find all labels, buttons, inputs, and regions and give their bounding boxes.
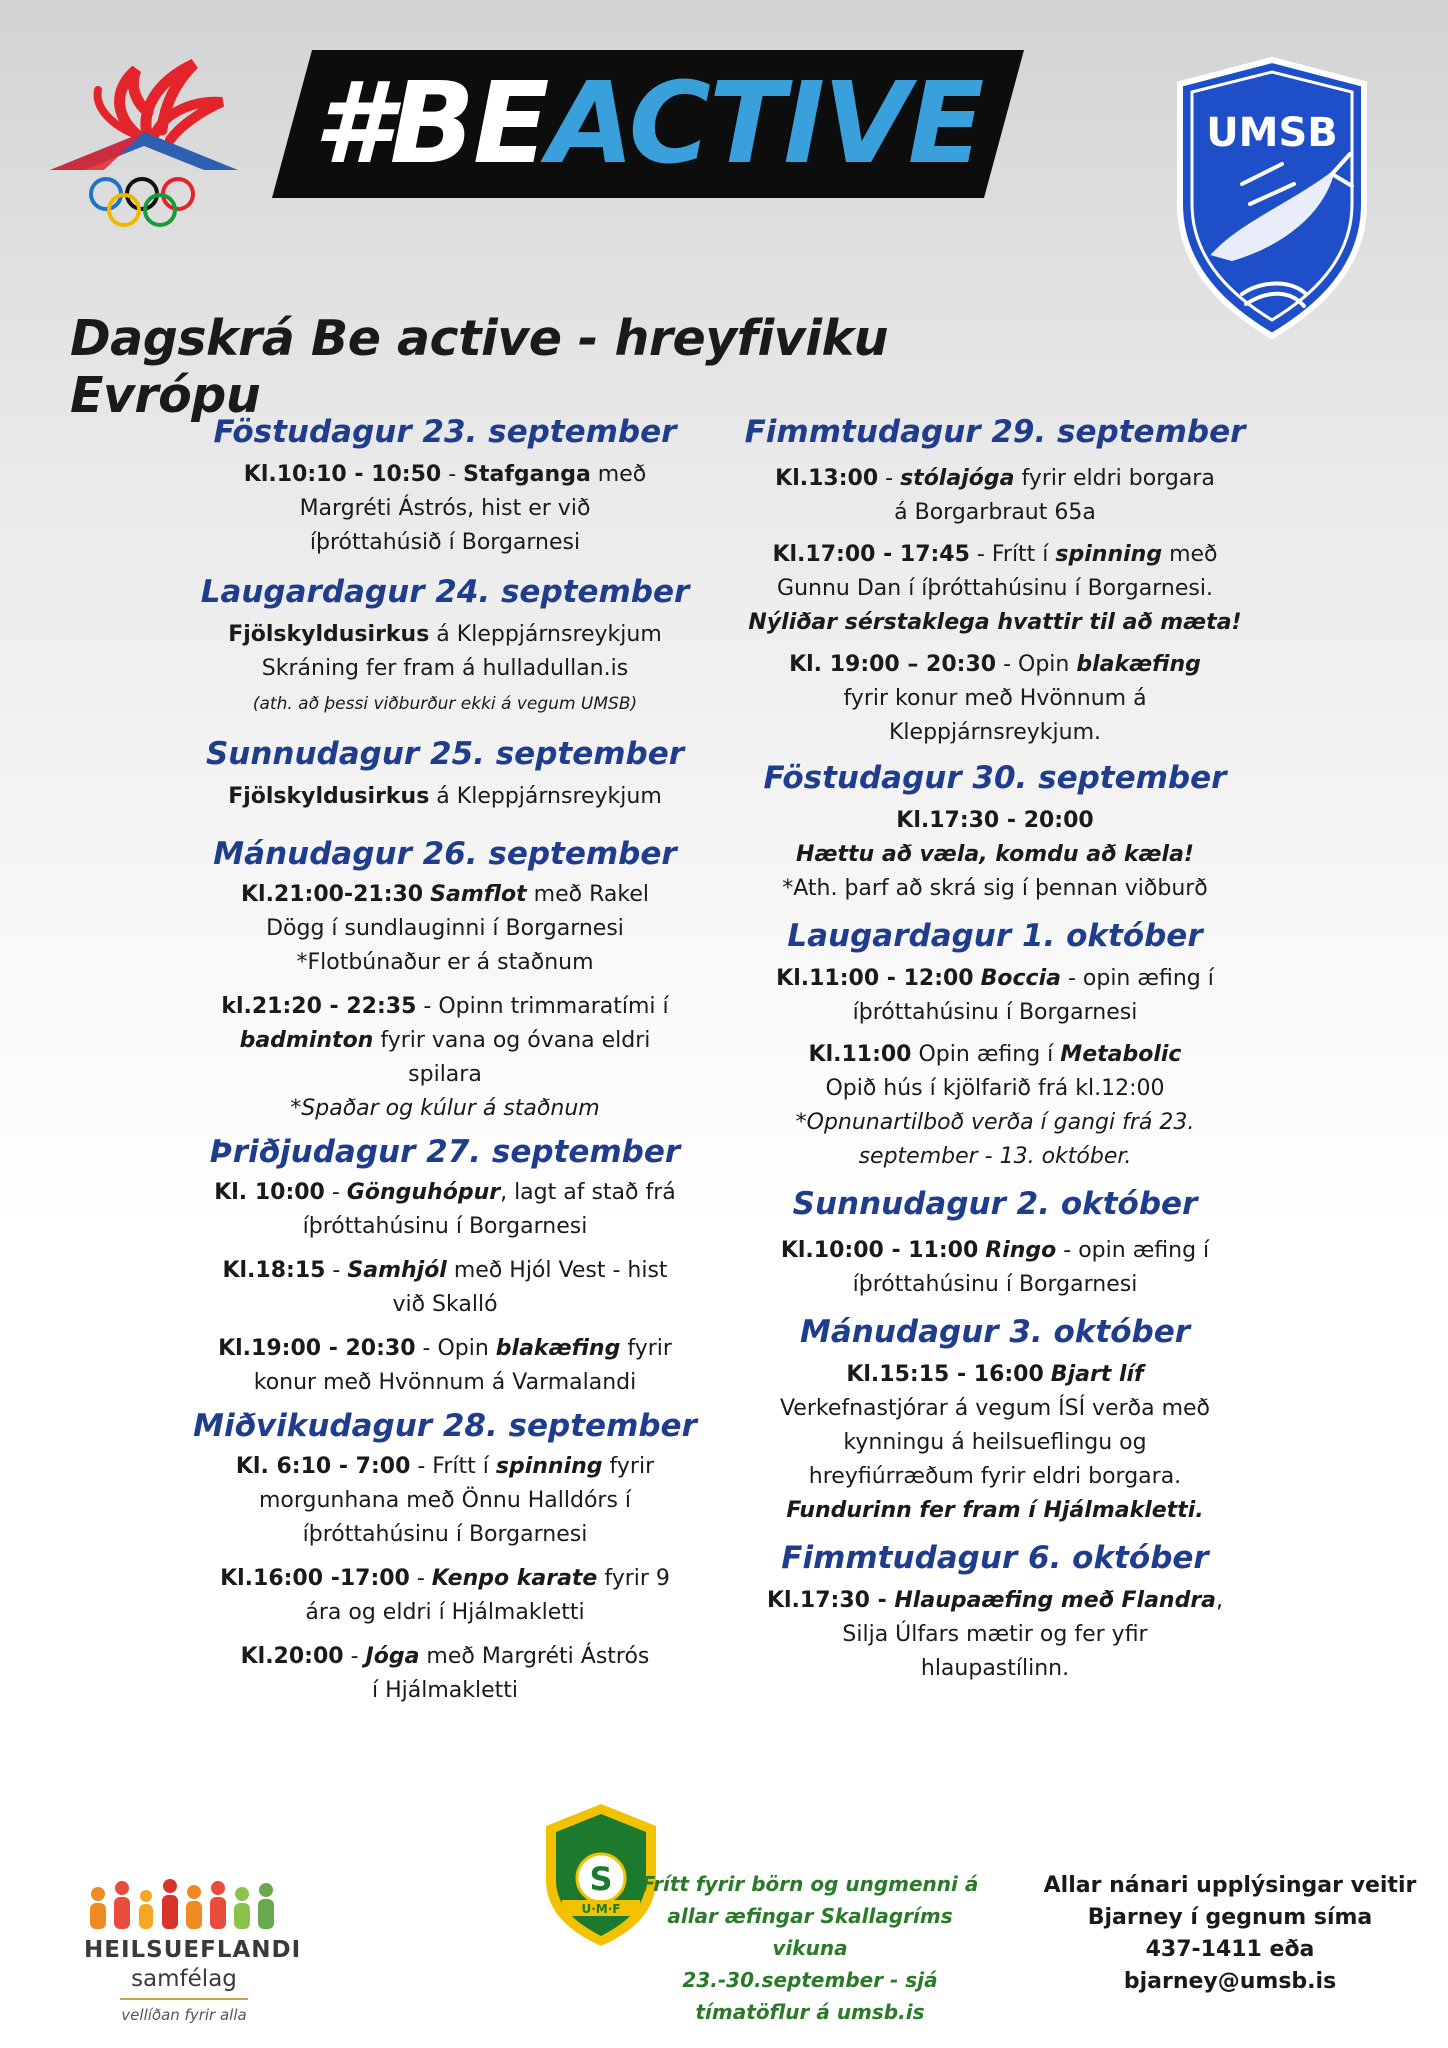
schedule-event	[150, 990, 740, 1126]
schedule-event	[695, 1234, 1295, 1302]
event-line	[695, 804, 1295, 838]
event-text-segment: Kl.16:00 -17:00	[220, 1566, 410, 1591]
event-text-segment: Nýliðar sérstaklega hvattir til að mæta!	[748, 610, 1242, 635]
event-text-segment	[1044, 1362, 1051, 1387]
day-heading: Þriðjudagur 27. september	[209, 1134, 681, 1170]
event-line	[695, 1106, 1295, 1140]
event-text-segment: Dögg í sundlauginni í Borgarnesi	[266, 916, 624, 941]
event-line	[150, 1450, 740, 1484]
schedule-event	[150, 1640, 740, 1708]
event-text-segment: -	[878, 466, 901, 491]
kids-note-line: 23.-30.september - sjá	[682, 1968, 938, 1992]
event-text-segment: blakæfing	[495, 1336, 621, 1361]
event-text-segment: Hættu að væla, komdu að kæla!	[796, 842, 1194, 867]
torch-flame-icon	[98, 64, 222, 140]
event-line	[695, 496, 1295, 530]
heilsueflandi-tagline: vellíðan fyrir alla	[121, 2006, 247, 2024]
event-text-segment: með	[1162, 542, 1218, 567]
event-text-segment: Kl.10:10 - 10:50	[243, 462, 442, 487]
event-line	[150, 1210, 740, 1244]
event-line	[150, 1674, 740, 1708]
event-text-segment: Kl.15:15 - 16:00	[846, 1362, 1044, 1387]
event-text-segment: Kl. 19:00 – 20:30	[789, 652, 997, 677]
event-text-segment: Kl. 10:00	[214, 1180, 325, 1205]
page-title: Dagskrá Be active - hreyfiviku Evrópu	[70, 310, 888, 424]
event-text-segment: Kleppjárnsreykjum.	[889, 720, 1101, 745]
event-line	[150, 878, 740, 912]
event-text-segment: fyrir eldri borgara	[1014, 466, 1215, 491]
event-line	[150, 1518, 740, 1552]
schedule-event	[150, 1332, 740, 1400]
heilsueflandi-name: HEILSUEFLANDI	[84, 1937, 302, 1963]
event-line	[150, 1640, 740, 1674]
event-text-segment: íþróttahúsinu í Borgarnesi	[302, 1214, 588, 1239]
day-heading: Fimmtudagur 29. september	[744, 414, 1246, 450]
free-for-kids-note	[630, 1868, 990, 2028]
schedule-event	[695, 538, 1295, 640]
event-text-segment: spinning	[1055, 542, 1163, 567]
kids-note-line: tímatöflur á umsb.is	[695, 2000, 925, 2024]
event-text-segment: Samhjól	[347, 1258, 447, 1283]
contact-email: bjarney@umsb.is	[1123, 1969, 1337, 1994]
beactive-logo-text	[272, 50, 1024, 198]
schedule-event	[150, 1176, 740, 1244]
schedule-event	[150, 780, 740, 814]
schedule-event	[695, 962, 1295, 1030]
kids-note-line: Frítt fyrir börn og ungmenni á	[641, 1872, 979, 1896]
event-line	[695, 962, 1295, 996]
schedule-event	[695, 804, 1295, 906]
event-text-segment: hreyfiúrræðum fyrir eldri borgara.	[808, 1464, 1182, 1489]
event-line	[695, 1618, 1295, 1652]
event-text-segment: Bjart líf	[1050, 1362, 1144, 1387]
event-text-segment: Kenpo karate	[431, 1566, 598, 1591]
event-text-segment: í Hjálmakletti	[371, 1678, 519, 1703]
active-text: ACTIVE	[547, 59, 983, 189]
event-text-segment: Kl.13:00	[775, 466, 879, 491]
umsb-badge-text: UMSB	[1206, 110, 1338, 156]
event-text-segment: september - 13. október.	[858, 1144, 1132, 1169]
event-line	[695, 1584, 1295, 1618]
schedule-event	[150, 1450, 740, 1552]
event-text-segment: Kl.18:15	[222, 1258, 326, 1283]
event-line	[150, 1288, 740, 1322]
event-line	[150, 458, 740, 492]
event-line	[150, 652, 740, 686]
event-line	[150, 1024, 740, 1058]
event-text-segment: fyrir	[602, 1454, 655, 1479]
event-text-segment: Metabolic	[1060, 1042, 1182, 1067]
schedule-event	[150, 618, 740, 720]
event-line	[150, 912, 740, 946]
event-text-segment: - Opin	[415, 1336, 496, 1361]
schedule-event	[695, 462, 1295, 530]
schedule-event	[695, 1358, 1295, 1528]
event-text-segment: Silja Úlfars mætir og fer yfir	[842, 1622, 1148, 1647]
event-text-segment: *Flotbúnaður er á staðnum	[296, 950, 594, 975]
event-text-segment: hlaupastílinn.	[920, 1656, 1070, 1681]
event-text-segment: Hlaupaæfing með Flandra	[894, 1588, 1217, 1613]
event-text-segment: íþróttahúsinu í Borgarnesi	[302, 1522, 588, 1547]
day-heading: Fimmtudagur 6. október	[781, 1540, 1209, 1576]
event-text-segment: Kl.10:00 - 11:00	[780, 1238, 979, 1263]
olympic-rings-icon	[91, 179, 193, 225]
event-text-segment: fyrir	[620, 1336, 672, 1361]
contact-info	[1040, 1870, 1420, 1998]
event-text-segment: íþróttahúsinu í Borgarnesi	[852, 1272, 1138, 1297]
event-line	[695, 648, 1295, 682]
heilsueflandi-divider	[120, 1998, 248, 2000]
schedule-event	[150, 878, 740, 980]
event-text-segment: með Margréti Ástrós	[419, 1644, 650, 1669]
event-line	[150, 780, 740, 814]
schedule-right-column	[695, 412, 1295, 1686]
event-line	[150, 1596, 740, 1630]
event-text-segment: Gunnu Dan í íþróttahúsinu í Borgarnesi.	[777, 576, 1213, 601]
event-text-segment: - Opinn trimmaratími í	[416, 994, 669, 1019]
event-text-segment: Gönguhópur	[346, 1180, 501, 1205]
hash-be-text: #BE	[313, 59, 548, 189]
schedule-event	[695, 648, 1295, 750]
event-line	[695, 1392, 1295, 1426]
schedule-event	[695, 1584, 1295, 1686]
event-text-segment: kynningu á heilsueflingu og	[843, 1430, 1147, 1455]
schedule-event	[695, 1038, 1295, 1174]
event-line	[150, 618, 740, 652]
event-line	[695, 1268, 1295, 1302]
event-line	[150, 1058, 740, 1092]
event-text-segment: Kl.19:00 - 20:30	[218, 1336, 416, 1361]
event-text-segment: Verkefnastjórar á vegum ÍSÍ verða með	[779, 1396, 1211, 1421]
event-text-segment: -	[441, 462, 464, 487]
event-line	[150, 946, 740, 980]
event-text-segment: badminton	[239, 1028, 374, 1053]
event-text-segment: fyrir 9	[597, 1566, 670, 1591]
event-text-segment: Ringo	[985, 1238, 1057, 1263]
event-line	[695, 996, 1295, 1030]
people-group-icon	[90, 1879, 274, 1929]
day-heading: Mánudagur 3. október	[799, 1314, 1191, 1350]
event-text-segment: stólajóga	[900, 466, 1015, 491]
event-text-segment: Fundurinn fer fram í Hjálmakletti.	[786, 1498, 1204, 1523]
event-line	[695, 1358, 1295, 1392]
event-text-segment: ,	[1216, 1588, 1224, 1613]
event-text-segment: fyrir vana og óvana eldri	[373, 1028, 651, 1053]
event-text-segment: Jóga	[365, 1644, 420, 1669]
event-line	[695, 1140, 1295, 1174]
event-text-segment: íþróttahúsið í Borgarnesi	[309, 530, 581, 555]
event-line	[150, 1562, 740, 1596]
event-text-segment: spilara	[408, 1062, 482, 1087]
heilsueflandi-people-logo	[84, 1878, 284, 1936]
event-text-segment: fyrir konur með Hvönnum á	[843, 686, 1147, 711]
event-line	[695, 1426, 1295, 1460]
event-text-segment: Kl. 6:10 - 7:00	[235, 1454, 411, 1479]
contact-line: Allar nánari upplýsingar veitir	[1043, 1873, 1417, 1898]
event-text-segment	[974, 966, 981, 991]
event-text-segment: - Frítt í	[410, 1454, 496, 1479]
event-text-segment: við Skalló	[392, 1292, 498, 1317]
event-line	[695, 1652, 1295, 1686]
event-line	[695, 606, 1295, 640]
event-text-segment: á Borgarbraut 65a	[894, 500, 1096, 525]
day-heading: Sunnudagur 25. september	[205, 736, 685, 772]
event-text-segment: með Hjól Vest - hist	[446, 1258, 668, 1283]
event-text-segment: - Opin	[996, 652, 1077, 677]
contact-phone: 437-1411 eða	[1145, 1937, 1315, 1962]
event-text-segment: Opin æfing í	[911, 1042, 1061, 1067]
event-line	[150, 1092, 740, 1126]
event-text-segment: blakæfing	[1076, 652, 1201, 677]
skallagrimur-umf-text: U·M·F	[581, 1902, 621, 1916]
event-text-segment: Samflot	[430, 882, 527, 907]
event-line	[695, 682, 1295, 716]
event-text-segment: Kl.17:30 - 20:00	[896, 808, 1094, 833]
day-heading: Föstudagur 23. september	[213, 414, 677, 450]
schedule-left-column	[150, 412, 740, 1708]
skallagrimur-letter: S	[589, 1860, 613, 1898]
event-line	[695, 538, 1295, 572]
event-line	[150, 1366, 740, 1400]
schedule-event	[150, 458, 740, 560]
event-line	[150, 1254, 740, 1288]
day-heading: Miðvikudagur 28. september	[193, 1408, 697, 1444]
event-text-segment: Fjölskyldusirkus	[228, 622, 430, 647]
event-line	[695, 1460, 1295, 1494]
event-text-segment: -	[325, 1258, 348, 1283]
event-text-segment: - opin æfing í	[1060, 966, 1214, 991]
day-heading: Laugardagur 24. september	[200, 574, 690, 610]
olympic-committee-logo	[44, 20, 244, 230]
event-text-segment: íþróttahúsinu í Borgarnesi	[852, 1000, 1138, 1025]
event-line	[150, 1332, 740, 1366]
event-text-segment: - opin æfing í	[1056, 1238, 1210, 1263]
event-text-segment: Kl.17:00 - 17:45	[772, 542, 970, 567]
event-text-segment: Kl.20:00	[240, 1644, 344, 1669]
schedule-event	[150, 1562, 740, 1630]
event-text-segment: Opið hús í kjölfarið frá kl.12:00	[825, 1076, 1165, 1101]
event-text-segment: morgunhana með Önnu Halldórs í	[258, 1488, 632, 1513]
event-text-segment: *Spaðar og kúlur á staðnum	[290, 1096, 600, 1121]
event-text-segment: -	[343, 1644, 366, 1669]
event-line	[695, 838, 1295, 872]
event-line	[695, 716, 1295, 750]
event-text-segment: spinning	[495, 1454, 603, 1479]
event-text-segment: (ath. að þessi viðburður ekki á vegum UMSB)	[252, 694, 638, 714]
event-text-segment: Kl.11:00 - 12:00	[776, 966, 974, 991]
event-line	[695, 462, 1295, 496]
event-line	[150, 492, 740, 526]
event-text-segment: -	[324, 1180, 347, 1205]
event-line	[150, 1176, 740, 1210]
event-text-segment: ára og eldri í Hjálmakletti	[305, 1600, 585, 1625]
event-line	[695, 1038, 1295, 1072]
event-text-segment: á Kleppjárnsreykjum	[429, 784, 662, 809]
event-text-segment: - Frítt í	[969, 542, 1056, 567]
event-text-segment: Boccia	[980, 966, 1061, 991]
schedule-event	[150, 1254, 740, 1322]
event-line	[150, 1484, 740, 1518]
event-text-segment: Fjölskyldusirkus	[228, 784, 430, 809]
event-text-segment: Kl.11:00	[808, 1042, 912, 1067]
event-text-segment: kl.21:20 - 22:35	[221, 994, 417, 1019]
event-text-segment: Kl.21:00-21:30	[240, 882, 424, 907]
kids-note-line: allar æfingar Skallagríms vikuna	[667, 1904, 953, 1960]
heilsueflandi-subtitle: samfélag	[131, 1966, 237, 1992]
event-text-segment: *Ath. þarf að skrá sig í þennan viðburð	[782, 876, 1208, 901]
day-heading: Sunnudagur 2. október	[792, 1186, 1198, 1222]
event-text-segment: , lagt af stað frá	[500, 1180, 676, 1205]
day-heading: Laugardagur 1. október	[787, 918, 1203, 954]
event-text-segment: Skráning fer fram á hulladullan.is	[261, 656, 629, 681]
event-line	[150, 990, 740, 1024]
day-heading: Föstudagur 30. september	[763, 760, 1227, 796]
event-line	[695, 1072, 1295, 1106]
event-text-segment: -	[409, 1566, 432, 1591]
event-line	[150, 526, 740, 560]
event-text-segment: á Kleppjárnsreykjum	[429, 622, 662, 647]
event-text-segment: með Rakel	[526, 882, 649, 907]
event-text-segment: Margréti Ástrós, hist er við	[299, 496, 591, 521]
event-line	[695, 572, 1295, 606]
day-heading: Mánudagur 26. september	[213, 836, 677, 872]
event-text-segment: Kl.17:30 -	[766, 1588, 895, 1613]
event-text-segment: konur með Hvönnum á Varmalandi	[253, 1370, 637, 1395]
event-line	[695, 1494, 1295, 1528]
event-line	[695, 1234, 1295, 1268]
umsb-shield-logo	[1172, 54, 1372, 344]
contact-line: Bjarney í gegnum síma	[1087, 1905, 1373, 1930]
event-text-segment: með	[590, 462, 647, 487]
event-line	[695, 872, 1295, 906]
event-text-segment: *Opnunartilboð verða í gangi frá 23.	[795, 1110, 1195, 1135]
event-line	[150, 686, 740, 720]
event-text-segment: Stafganga	[463, 462, 591, 487]
